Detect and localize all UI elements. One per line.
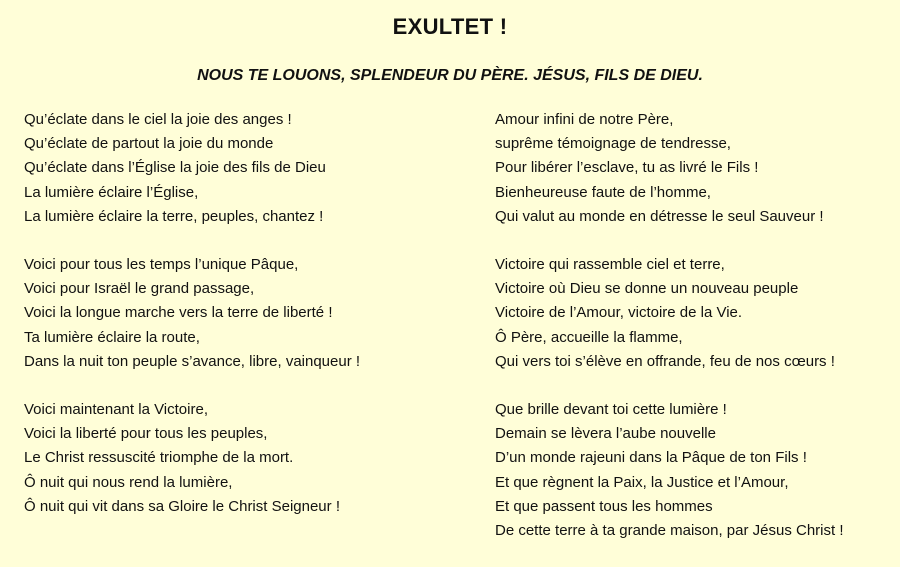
verse-line: suprême témoignage de tendresse, xyxy=(495,135,731,153)
verse-line: Ta lumière éclaire la route, xyxy=(24,328,200,346)
left-column xyxy=(24,108,464,543)
verse-line: Qu’éclate dans l’Église la joie des fils de Dieu xyxy=(24,159,326,177)
verse-line: Voici pour tous les temps l’unique Pâque, xyxy=(24,256,299,274)
verse-line: Victoire qui rassemble ciel et terre, xyxy=(495,256,725,274)
verse-line: Voici la longue marche vers la terre de liberté ! xyxy=(24,304,333,322)
verse-line: Ô Père, accueille la flamme, xyxy=(495,328,683,346)
verse-line: Et que règnent la Paix, la Justice et l’Amour, xyxy=(495,473,789,491)
page-subtitle: NOUS TE LOUONS, SPLENDEUR DU PÈRE. JÉSUS, FILS DE DIEU. xyxy=(197,67,703,84)
stanza-left-2 xyxy=(24,253,464,374)
stanza-right-3 xyxy=(495,398,895,543)
verse-line: La lumière éclaire la terre, peuples, chantez ! xyxy=(24,207,324,225)
stanza-right-1 xyxy=(495,108,895,229)
verse-line: Voici maintenant la Victoire, xyxy=(24,401,208,419)
page-title: EXULTET ! xyxy=(392,14,508,39)
stanza-right-2 xyxy=(495,253,895,374)
verse-line: Le Christ ressuscité triomphe de la mort. xyxy=(24,449,294,467)
verse-line: Victoire de l’Amour, victoire de la Vie. xyxy=(495,304,743,322)
verse-line: Voici pour Israël le grand passage, xyxy=(24,280,255,298)
verse-line: D’un monde rajeuni dans la Pâque de ton Fils ! xyxy=(495,449,807,467)
verse-line: Demain se lèvera l’aube nouvelle xyxy=(495,425,716,443)
verse-line: Dans la nuit ton peuple s’avance, libre, vainqueur ! xyxy=(24,352,361,370)
verse-line: Bienheureuse faute de l’homme, xyxy=(495,183,711,201)
right-column xyxy=(495,108,895,567)
verse-line: Et que passent tous les hommes xyxy=(495,497,713,515)
verse-line: Amour infini de notre Père, xyxy=(495,111,674,128)
verse-line: Qu’éclate de partout la joie du monde xyxy=(24,135,274,153)
verse-line: Ô nuit qui vit dans sa Gloire le Christ Seigneur ! xyxy=(24,497,340,515)
verse-line: Qui vers toi s’élève en offrande, feu de nos cœurs ! xyxy=(495,352,835,370)
stanza-left-3 xyxy=(24,398,464,519)
verse-line: Qui valut au monde en détresse le seul Sauveur ! xyxy=(495,207,824,225)
verse-line: De cette terre à ta grande maison, par Jésus Christ ! xyxy=(495,522,844,540)
verse-line: Victoire où Dieu se donne un nouveau peuple xyxy=(495,280,799,298)
verse-line: Que brille devant toi cette lumière ! xyxy=(495,401,727,419)
verse-line: Voici la liberté pour tous les peuples, xyxy=(24,425,268,443)
verse-line: La lumière éclaire l’Église, xyxy=(24,183,199,201)
verse-line: Pour libérer l’esclave, tu as livré le Fils ! xyxy=(495,159,759,177)
verse-line: Ô nuit qui nous rend la lumière, xyxy=(24,473,233,491)
stanza-left-1 xyxy=(24,108,464,229)
verse-line: Qu’éclate dans le ciel la joie des anges ! xyxy=(24,111,292,128)
